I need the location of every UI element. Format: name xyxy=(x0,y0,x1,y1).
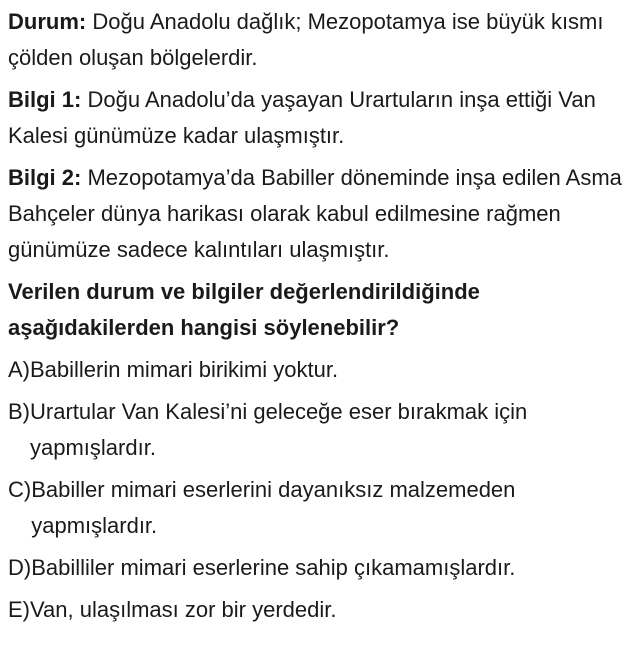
option-d[interactable] xyxy=(8,550,640,586)
option-a-text xyxy=(30,352,640,388)
option-e-letter: E) xyxy=(8,597,30,622)
option-c-text xyxy=(31,472,640,544)
option-d-text xyxy=(31,550,640,586)
option-d-letter: D) xyxy=(8,555,32,580)
question-stem: Verilen durum ve bilgiler değerlendirildiğinde aşağıdakilerden hangisi söylenebilir? xyxy=(8,279,480,340)
durum-label: Durum: xyxy=(8,9,87,34)
bilgi-1-text: Doğu Anadolu’da yaşayan Urartuların inşa ettiği Van Kalesi günümüze kadar ulaşmıştır. xyxy=(8,87,596,148)
option-c-text-content: Babiller mimari eserlerini dayanıksız malzemeden yapmışlardır. xyxy=(31,477,516,538)
option-e-text-content: Van, ulaşılması zor bir yerdedir. xyxy=(30,597,337,622)
option-a-text-content: Babillerin mimari birikimi yoktur. xyxy=(30,357,339,382)
bilgi-1-paragraph xyxy=(8,82,640,154)
bilgi-2-label: Bilgi 2: xyxy=(8,165,82,190)
bilgi-2-paragraph xyxy=(8,160,640,268)
option-c[interactable] xyxy=(8,472,640,544)
bilgi-2-text: Mezopotamya’da Babiller döneminde inşa edilen Asma Bahçeler dünya harikası olarak kabul edilmesine rağmen günümüze sadece kalıntıları ulaşmıştır. xyxy=(8,165,622,262)
option-b-letter: B) xyxy=(8,399,30,424)
durum-paragraph xyxy=(8,4,640,76)
option-e[interactable] xyxy=(8,592,640,628)
option-a[interactable] xyxy=(8,352,640,388)
option-e-text xyxy=(30,592,640,628)
option-b-text xyxy=(30,394,640,466)
bilgi-1-label: Bilgi 1: xyxy=(8,87,82,112)
option-b-text-content: Urartular Van Kalesi’ni geleceğe eser bırakmak için yapmışlardır. xyxy=(30,399,528,460)
option-a-letter: A) xyxy=(8,357,30,382)
option-b[interactable] xyxy=(8,394,640,466)
durum-text: Doğu Anadolu dağlık; Mezopotamya ise büyük kısmı çölden oluşan bölgelerdir. xyxy=(8,9,604,70)
option-d-text-content: Babilliler mimari eserlerine sahip çıkamamışlardır. xyxy=(31,555,516,580)
option-c-letter: C) xyxy=(8,477,32,502)
